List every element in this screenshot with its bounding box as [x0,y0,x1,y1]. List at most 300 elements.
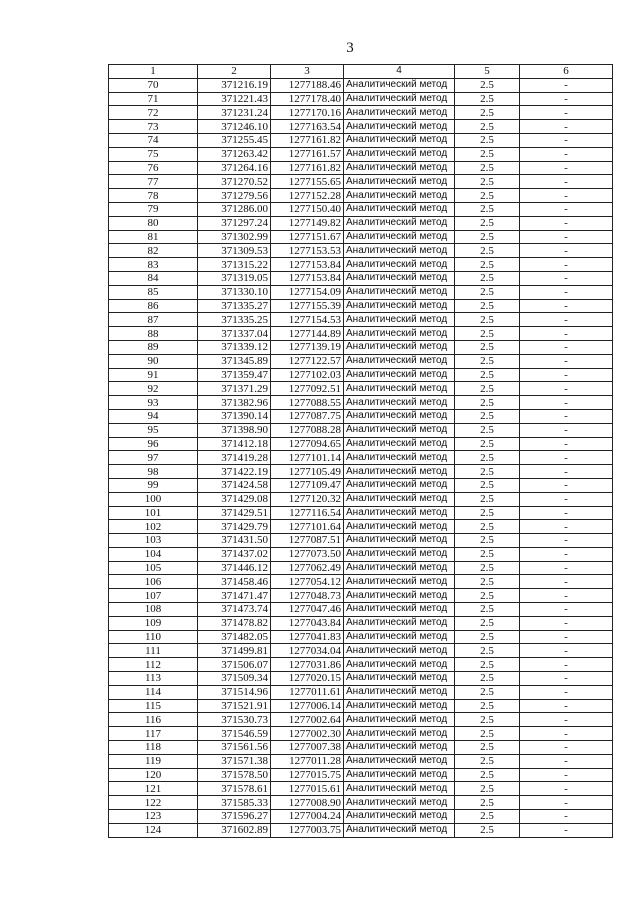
table-row [109,741,613,755]
table-row [109,299,613,313]
x-coordinate-cell: 371561.56 [198,741,271,755]
note-cell: - [520,78,613,92]
x-coordinate-cell: 371530.73 [198,713,271,727]
point-number-cell: 90 [109,354,198,368]
y-coordinate-cell: 1277088.28 [271,423,344,437]
method-cell: Аналитический метод [344,616,455,630]
table-row [109,133,613,147]
table-row [109,796,613,810]
accuracy-cell: 2.5 [455,589,520,603]
x-coordinate-cell: 371585.33 [198,796,271,810]
accuracy-cell: 2.5 [455,271,520,285]
x-coordinate-cell: 371419.28 [198,451,271,465]
point-number-cell: 86 [109,299,198,313]
table-row [109,202,613,216]
method-cell: Аналитический метод [344,437,455,451]
note-cell: - [520,644,613,658]
y-coordinate-cell: 1277139.19 [271,340,344,354]
accuracy-cell: 2.5 [455,630,520,644]
note-cell: - [520,561,613,575]
method-cell: Аналитический метод [344,92,455,106]
accuracy-cell: 2.5 [455,340,520,354]
method-cell: Аналитический метод [344,120,455,134]
method-cell: Аналитический метод [344,409,455,423]
y-coordinate-cell: 1277094.65 [271,437,344,451]
x-coordinate-cell: 371424.58 [198,478,271,492]
accuracy-cell: 2.5 [455,506,520,520]
note-cell: - [520,465,613,479]
accuracy-cell: 2.5 [455,810,520,824]
method-cell: Аналитический метод [344,658,455,672]
x-coordinate-cell: 371482.05 [198,630,271,644]
x-coordinate-cell: 371270.52 [198,175,271,189]
method-cell: Аналитический метод [344,727,455,741]
method-cell: Аналитический метод [344,644,455,658]
x-coordinate-cell: 371246.10 [198,120,271,134]
table-row [109,547,613,561]
point-number-cell: 95 [109,423,198,437]
accuracy-cell: 2.5 [455,534,520,548]
point-number-cell: 82 [109,244,198,258]
note-cell: - [520,754,613,768]
y-coordinate-cell: 1277153.53 [271,244,344,258]
note-cell: - [520,423,613,437]
note-cell: - [520,451,613,465]
note-cell: - [520,492,613,506]
table-row [109,382,613,396]
note-cell: - [520,92,613,106]
point-number-cell: 71 [109,92,198,106]
column-header-2: 2 [198,65,271,79]
y-coordinate-cell: 1277178.40 [271,92,344,106]
table-row [109,672,613,686]
table-row [109,409,613,423]
note-cell: - [520,741,613,755]
x-coordinate-cell: 371359.47 [198,368,271,382]
y-coordinate-cell: 1277002.64 [271,713,344,727]
method-cell: Аналитический метод [344,382,455,396]
y-coordinate-cell: 1277150.40 [271,202,344,216]
x-coordinate-cell: 371596.27 [198,810,271,824]
note-cell: - [520,271,613,285]
x-coordinate-cell: 371264.16 [198,161,271,175]
x-coordinate-cell: 371330.10 [198,285,271,299]
point-number-cell: 99 [109,478,198,492]
column-header-6: 6 [520,65,613,79]
x-coordinate-cell: 371319.05 [198,271,271,285]
y-coordinate-cell: 1277153.84 [271,271,344,285]
accuracy-cell: 2.5 [455,782,520,796]
x-coordinate-cell: 371302.99 [198,230,271,244]
method-cell: Аналитический метод [344,258,455,272]
method-cell: Аналитический метод [344,699,455,713]
table-row [109,271,613,285]
table-row [109,423,613,437]
y-coordinate-cell: 1277170.16 [271,106,344,120]
x-coordinate-cell: 371315.22 [198,258,271,272]
y-coordinate-cell: 1277047.46 [271,603,344,617]
note-cell: - [520,382,613,396]
method-cell: Аналитический метод [344,285,455,299]
x-coordinate-cell: 371255.45 [198,133,271,147]
x-coordinate-cell: 371337.04 [198,327,271,341]
note-cell: - [520,520,613,534]
point-number-cell: 76 [109,161,198,175]
table-row [109,658,613,672]
table-body [109,78,613,837]
accuracy-cell: 2.5 [455,658,520,672]
table-row [109,506,613,520]
method-cell: Аналитический метод [344,754,455,768]
x-coordinate-cell: 371578.61 [198,782,271,796]
x-coordinate-cell: 371521.91 [198,699,271,713]
table-row [109,147,613,161]
method-cell: Аналитический метод [344,202,455,216]
y-coordinate-cell: 1277101.64 [271,520,344,534]
point-number-cell: 121 [109,782,198,796]
accuracy-cell: 2.5 [455,396,520,410]
y-coordinate-cell: 1277073.50 [271,547,344,561]
y-coordinate-cell: 1277020.15 [271,672,344,686]
coordinates-table [108,64,613,838]
y-coordinate-cell: 1277006.14 [271,699,344,713]
table-row [109,175,613,189]
accuracy-cell: 2.5 [455,133,520,147]
accuracy-cell: 2.5 [455,354,520,368]
point-number-cell: 123 [109,810,198,824]
y-coordinate-cell: 1277153.84 [271,258,344,272]
table-row [109,354,613,368]
y-coordinate-cell: 1277015.75 [271,768,344,782]
method-cell: Аналитический метод [344,534,455,548]
y-coordinate-cell: 1277031.86 [271,658,344,672]
y-coordinate-cell: 1277011.28 [271,754,344,768]
table-row [109,616,613,630]
y-coordinate-cell: 1277161.82 [271,161,344,175]
note-cell: - [520,616,613,630]
method-cell: Аналитический метод [344,271,455,285]
method-cell: Аналитический метод [344,396,455,410]
point-number-cell: 102 [109,520,198,534]
note-cell: - [520,810,613,824]
x-coordinate-cell: 371345.89 [198,354,271,368]
table-row [109,437,613,451]
note-cell: - [520,672,613,686]
x-coordinate-cell: 371429.51 [198,506,271,520]
point-number-cell: 74 [109,133,198,147]
table-row [109,216,613,230]
x-coordinate-cell: 371279.56 [198,189,271,203]
accuracy-cell: 2.5 [455,423,520,437]
note-cell: - [520,147,613,161]
table-row [109,754,613,768]
y-coordinate-cell: 1277161.82 [271,133,344,147]
accuracy-cell: 2.5 [455,561,520,575]
table-row [109,340,613,354]
point-number-cell: 109 [109,616,198,630]
point-number-cell: 96 [109,437,198,451]
x-coordinate-cell: 371309.53 [198,244,271,258]
accuracy-cell: 2.5 [455,451,520,465]
note-cell: - [520,796,613,810]
y-coordinate-cell: 1277149.82 [271,216,344,230]
y-coordinate-cell: 1277003.75 [271,823,344,837]
table-row [109,285,613,299]
y-coordinate-cell: 1277105.49 [271,465,344,479]
table-row [109,106,613,120]
y-coordinate-cell: 1277116.54 [271,506,344,520]
accuracy-cell: 2.5 [455,465,520,479]
point-number-cell: 106 [109,575,198,589]
note-cell: - [520,589,613,603]
accuracy-cell: 2.5 [455,409,520,423]
accuracy-cell: 2.5 [455,699,520,713]
accuracy-cell: 2.5 [455,189,520,203]
x-coordinate-cell: 371499.81 [198,644,271,658]
x-coordinate-cell: 371473.74 [198,603,271,617]
accuracy-cell: 2.5 [455,741,520,755]
accuracy-cell: 2.5 [455,382,520,396]
point-number-cell: 104 [109,547,198,561]
x-coordinate-cell: 371471.47 [198,589,271,603]
x-coordinate-cell: 371571.38 [198,754,271,768]
y-coordinate-cell: 1277154.53 [271,313,344,327]
method-cell: Аналитический метод [344,561,455,575]
x-coordinate-cell: 371371.29 [198,382,271,396]
y-coordinate-cell: 1277101.14 [271,451,344,465]
note-cell: - [520,823,613,837]
y-coordinate-cell: 1277120.32 [271,492,344,506]
method-cell: Аналитический метод [344,313,455,327]
x-coordinate-cell: 371339.12 [198,340,271,354]
point-number-cell: 83 [109,258,198,272]
y-coordinate-cell: 1277163.54 [271,120,344,134]
note-cell: - [520,534,613,548]
note-cell: - [520,699,613,713]
table-row [109,478,613,492]
y-coordinate-cell: 1277007.38 [271,741,344,755]
accuracy-cell: 2.5 [455,437,520,451]
method-cell: Аналитический метод [344,796,455,810]
point-number-cell: 118 [109,741,198,755]
table-row [109,465,613,479]
accuracy-cell: 2.5 [455,299,520,313]
y-coordinate-cell: 1277092.51 [271,382,344,396]
accuracy-cell: 2.5 [455,92,520,106]
note-cell: - [520,230,613,244]
point-number-cell: 107 [109,589,198,603]
accuracy-cell: 2.5 [455,616,520,630]
note-cell: - [520,768,613,782]
x-coordinate-cell: 371478.82 [198,616,271,630]
note-cell: - [520,133,613,147]
note-cell: - [520,630,613,644]
table-row [109,561,613,575]
y-coordinate-cell: 1277087.75 [271,409,344,423]
y-coordinate-cell: 1277002.30 [271,727,344,741]
note-cell: - [520,299,613,313]
x-coordinate-cell: 371335.25 [198,313,271,327]
accuracy-cell: 2.5 [455,754,520,768]
x-coordinate-cell: 371431.50 [198,534,271,548]
table-row [109,603,613,617]
x-coordinate-cell: 371382.96 [198,396,271,410]
accuracy-cell: 2.5 [455,230,520,244]
y-coordinate-cell: 1277151.67 [271,230,344,244]
table-row [109,630,613,644]
table-row [109,713,613,727]
method-cell: Аналитический метод [344,630,455,644]
method-cell: Аналитический метод [344,506,455,520]
method-cell: Аналитический метод [344,782,455,796]
y-coordinate-cell: 1277102.03 [271,368,344,382]
point-number-cell: 89 [109,340,198,354]
x-coordinate-cell: 371506.07 [198,658,271,672]
table-row [109,92,613,106]
accuracy-cell: 2.5 [455,685,520,699]
y-coordinate-cell: 1277062.49 [271,561,344,575]
x-coordinate-cell: 371458.46 [198,575,271,589]
method-cell: Аналитический метод [344,547,455,561]
table-row [109,78,613,92]
point-number-cell: 85 [109,285,198,299]
accuracy-cell: 2.5 [455,768,520,782]
method-cell: Аналитический метод [344,423,455,437]
table-row [109,699,613,713]
point-number-cell: 115 [109,699,198,713]
method-cell: Аналитический метод [344,299,455,313]
y-coordinate-cell: 1277154.09 [271,285,344,299]
table-row [109,396,613,410]
table-row [109,189,613,203]
accuracy-cell: 2.5 [455,258,520,272]
accuracy-cell: 2.5 [455,78,520,92]
method-cell: Аналитический метод [344,741,455,755]
point-number-cell: 111 [109,644,198,658]
method-cell: Аналитический метод [344,478,455,492]
note-cell: - [520,782,613,796]
method-cell: Аналитический метод [344,340,455,354]
table-row [109,782,613,796]
point-number-cell: 124 [109,823,198,837]
x-coordinate-cell: 371286.00 [198,202,271,216]
note-cell: - [520,396,613,410]
column-header-1: 1 [109,65,198,79]
method-cell: Аналитический метод [344,230,455,244]
method-cell: Аналитический метод [344,354,455,368]
accuracy-cell: 2.5 [455,120,520,134]
table-row [109,685,613,699]
y-coordinate-cell: 1277004.24 [271,810,344,824]
table-row [109,534,613,548]
table-row [109,161,613,175]
accuracy-cell: 2.5 [455,727,520,741]
method-cell: Аналитический метод [344,133,455,147]
y-coordinate-cell: 1277041.83 [271,630,344,644]
point-number-cell: 72 [109,106,198,120]
y-coordinate-cell: 1277043.84 [271,616,344,630]
note-cell: - [520,258,613,272]
table-row [109,120,613,134]
point-number-cell: 113 [109,672,198,686]
point-number-cell: 122 [109,796,198,810]
point-number-cell: 80 [109,216,198,230]
accuracy-cell: 2.5 [455,478,520,492]
note-cell: - [520,202,613,216]
y-coordinate-cell: 1277048.73 [271,589,344,603]
method-cell: Аналитический метод [344,244,455,258]
table-row [109,313,613,327]
method-cell: Аналитический метод [344,603,455,617]
y-coordinate-cell: 1277008.90 [271,796,344,810]
method-cell: Аналитический метод [344,810,455,824]
accuracy-cell: 2.5 [455,644,520,658]
accuracy-cell: 2.5 [455,285,520,299]
accuracy-cell: 2.5 [455,327,520,341]
point-number-cell: 88 [109,327,198,341]
y-coordinate-cell: 1277122.57 [271,354,344,368]
note-cell: - [520,161,613,175]
point-number-cell: 119 [109,754,198,768]
table-row [109,451,613,465]
accuracy-cell: 2.5 [455,520,520,534]
point-number-cell: 81 [109,230,198,244]
note-cell: - [520,189,613,203]
point-number-cell: 120 [109,768,198,782]
note-cell: - [520,244,613,258]
note-cell: - [520,713,613,727]
table-row [109,810,613,824]
method-cell: Аналитический метод [344,161,455,175]
accuracy-cell: 2.5 [455,603,520,617]
accuracy-cell: 2.5 [455,106,520,120]
note-cell: - [520,506,613,520]
note-cell: - [520,175,613,189]
x-coordinate-cell: 371429.79 [198,520,271,534]
note-cell: - [520,368,613,382]
x-coordinate-cell: 371412.18 [198,437,271,451]
note-cell: - [520,354,613,368]
method-cell: Аналитический метод [344,589,455,603]
x-coordinate-cell: 371578.50 [198,768,271,782]
method-cell: Аналитический метод [344,520,455,534]
note-cell: - [520,106,613,120]
method-cell: Аналитический метод [344,368,455,382]
method-cell: Аналитический метод [344,492,455,506]
y-coordinate-cell: 1277188.46 [271,78,344,92]
table-row [109,644,613,658]
y-coordinate-cell: 1277152.28 [271,189,344,203]
accuracy-cell: 2.5 [455,175,520,189]
x-coordinate-cell: 371390.14 [198,409,271,423]
page-number: 3 [346,40,354,56]
method-cell: Аналитический метод [344,575,455,589]
table-row [109,230,613,244]
column-header-4: 4 [344,65,455,79]
y-coordinate-cell: 1277054.12 [271,575,344,589]
method-cell: Аналитический метод [344,216,455,230]
accuracy-cell: 2.5 [455,244,520,258]
method-cell: Аналитический метод [344,175,455,189]
x-coordinate-cell: 371446.12 [198,561,271,575]
y-coordinate-cell: 1277015.61 [271,782,344,796]
x-coordinate-cell: 371297.24 [198,216,271,230]
table-row [109,244,613,258]
note-cell: - [520,685,613,699]
accuracy-cell: 2.5 [455,216,520,230]
point-number-cell: 75 [109,147,198,161]
point-number-cell: 101 [109,506,198,520]
